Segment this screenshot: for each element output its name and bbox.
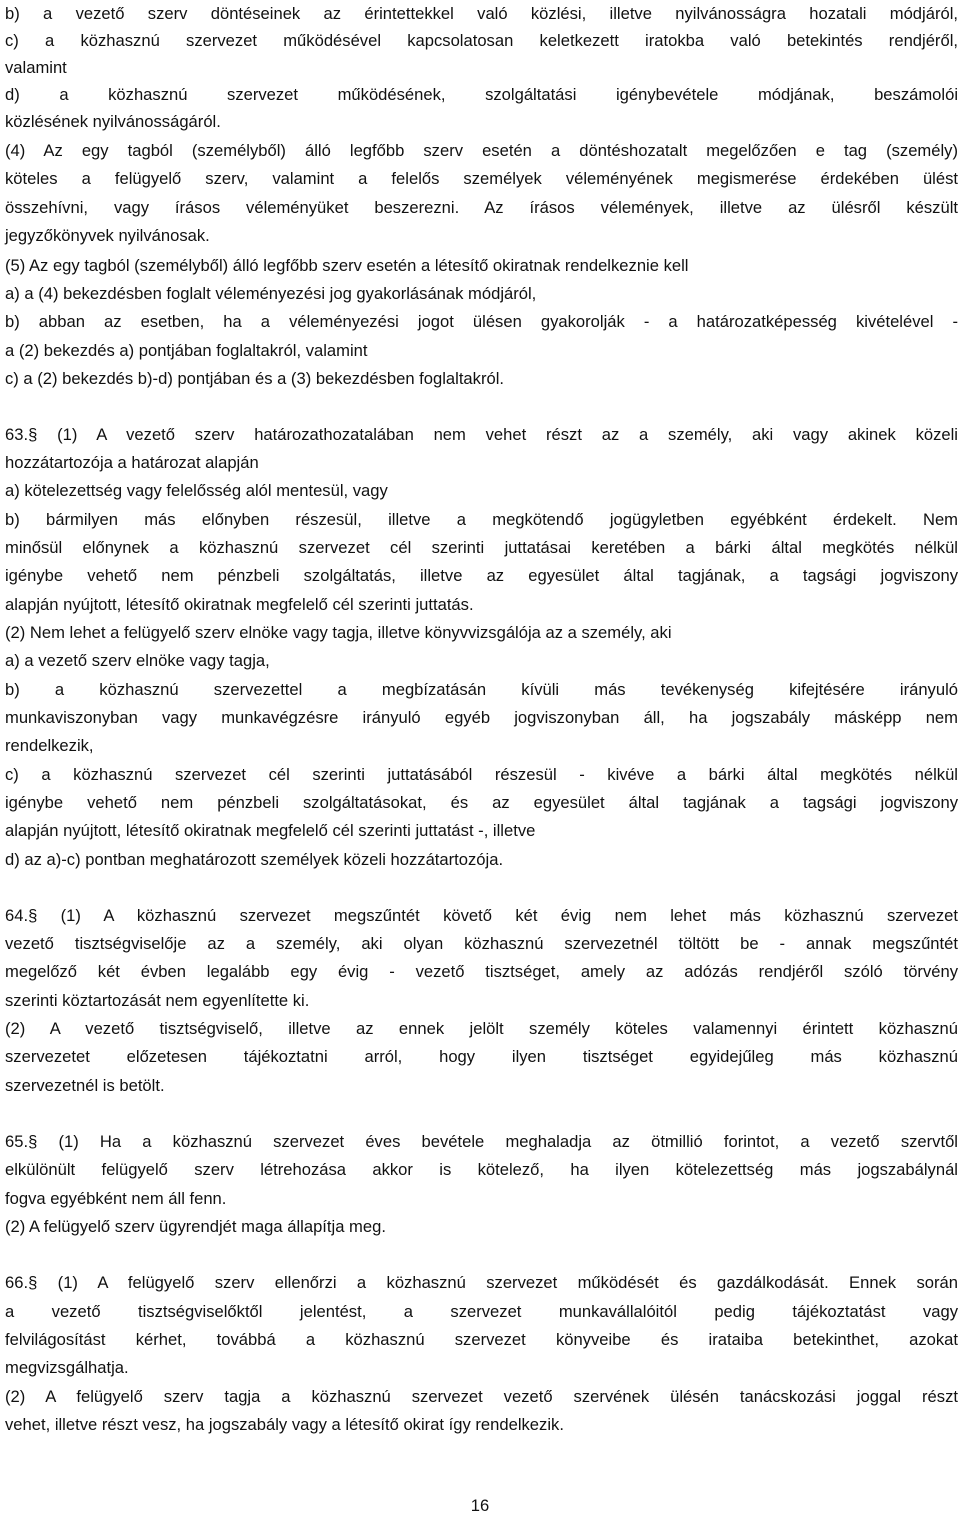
text-line: elkülönült felügyelő szerv létrehozása akkor is kötelező, ha ilyen kötelezettség más jogszabálynál xyxy=(5,1160,958,1179)
text-line: a) kötelezettség vagy felelősség alól mentesül, vagy xyxy=(5,481,388,500)
text-line: b) a közhasznú szervezettel a megbízatásán kívüli más tevékenység kifejtésére irányuló xyxy=(5,680,958,699)
text-line: jegyzőkönyvek nyilvánosak. xyxy=(5,226,210,245)
text-line: vezető tisztségviselője az a személy, aki olyan közhasznú szervezetnél töltött be - annak megszűntét xyxy=(5,934,958,953)
text-line: összehívni, vagy írásos véleményüket beszerezni. Az írásos vélemények, illetve az ülésről készült xyxy=(5,198,958,217)
text-line: megelőző két évben legalább egy évig - vezető tisztséget, amely az adózás rendjéről szóló törvény xyxy=(5,962,958,981)
text-line: megvizsgálhatja. xyxy=(5,1358,129,1377)
text-line: munkaviszonyban vagy munkavégzésre irányuló egyéb jogviszonyban áll, ha jogszabály másképp nem xyxy=(5,708,958,727)
text-line: köteles a felügyelő szerv, valamint a felelős személyek véleményének megismerése érdekében ülést xyxy=(5,169,958,188)
text-line: alapján nyújtott, létesítő okiratnak megfelelő cél szerinti juttatást -, illetve xyxy=(5,821,536,840)
text-line: (2) A felügyelő szerv ügyrendjét maga állapítja meg. xyxy=(5,1217,386,1236)
text-line: b) bármilyen más előnyben részesül, illetve a megkötendő jogügyletben egyébként érdekelt. Nem xyxy=(5,510,958,529)
text-line: vehet, illetve részt vesz, ha jogszabály vagy a létesítő okirat így rendelkezik. xyxy=(5,1415,564,1434)
text-line: rendelkezik, xyxy=(5,736,94,755)
text-line: c) a (2) bekezdés b)-d) pontjában és a (3) bekezdésben foglaltakról. xyxy=(5,369,505,388)
text-line: igénybe vehető nem pénzbeli szolgáltatásokat, és az egyesület által tagjának a tagsági jogviszony xyxy=(5,793,958,812)
text-line: a (2) bekezdés a) pontjában foglaltakról, valamint xyxy=(5,341,368,360)
section-66-heading-line: 66.§ (1) A felügyelő szerv ellenőrzi a közhasznú szervezet működését és gazdálkodását. Ennek során xyxy=(5,1273,958,1292)
text-line: d) a közhasznú szervezet működésének, szolgáltatási igénybevétele módjának, beszámolói xyxy=(5,85,958,104)
section-64-heading-line: 64.§ (1) A közhasznú szervezet megszűntét követő két évig nem lehet más közhasznú szervezet xyxy=(5,906,958,925)
text-line: minősül előnynek a közhasznú szervezet cél szerinti juttatásai keretében a bárki által megkötés nélkül xyxy=(5,538,958,557)
page-number: 16 xyxy=(470,1496,490,1515)
text-line: valamint xyxy=(5,58,67,77)
text-line: a vezető tisztségviselőktől jelentést, a szervezet munkavállalóitól pedig tájékoztatást vagy xyxy=(5,1302,958,1321)
text-line: szervezetnél is betölt. xyxy=(5,1076,165,1095)
text-line: közlésének nyilvánosságáról. xyxy=(5,112,221,131)
text-line: fogva egyébként nem áll fenn. xyxy=(5,1189,227,1208)
section-65-heading-line: 65.§ (1) Ha a közhasznú szervezet éves bevétele meghaladja az ötmillió forintot, a vezető szervtől xyxy=(5,1132,958,1151)
text-line: b) abban az esetben, ha a véleményezési jogot ülésen gyakorolják - a határozatképesség kivételével - xyxy=(5,312,958,331)
text-line: b) a vezető szerv döntéseinek az érintettekkel való közlési, illetve nyilvánosságra hozatali módjáról, xyxy=(5,4,958,23)
text-line: hozzátartozója a határozat alapján xyxy=(5,453,259,472)
text-line: c) a közhasznú szervezet cél szerinti juttatásából részesül - kivéve a bárki által megkötés nélkül xyxy=(5,765,958,784)
text-line: c) a közhasznú szervezet működésével kapcsolatosan keletkezett iratokba való betekintés rendjéről, xyxy=(5,31,958,50)
section-63-heading-line: 63.§ (1) A vezető szerv határozathozatalában nem vehet részt az a személy, aki vagy akinek közeli xyxy=(5,425,958,444)
text-line: a) a (4) bekezdésben foglalt véleményezési jog gyakorlásának módjáról, xyxy=(5,284,537,303)
text-line: szervezetet előzetesen tájékoztatni arról, hogy ilyen tisztséget egyidejűleg más közhasznú xyxy=(5,1047,958,1066)
text-line: (2) A vezető tisztségviselő, illetve az ennek jelölt személy köteles valamennyi érintett közhasznú xyxy=(5,1019,958,1038)
text-line: igénybe vehető nem pénzbeli szolgáltatás, illetve az egyesület által tagjának, a tagsági jogviszony xyxy=(5,566,958,585)
text-line: (5) Az egy tagból (személyből) álló legfőbb szerv esetén a létesítő okiratnak rendelkeznie kell xyxy=(5,256,689,275)
text-line: d) az a)-c) pontban meghatározott személyek közeli hozzátartozója. xyxy=(5,850,504,869)
text-line: (4) Az egy tagból (személyből) álló legfőbb szerv esetén a döntéshozatalt megelőzően e tag (személy) xyxy=(5,141,958,160)
text-line: szerinti köztartozását nem egyenlítette ki. xyxy=(5,991,310,1010)
text-line: (2) Nem lehet a felügyelő szerv elnöke vagy tagja, illetve könyvvizsgálója az a személy, aki xyxy=(5,623,672,642)
text-line: (2) A felügyelő szerv tagja a közhasznú szervezet vezető szervének ülésén tanácskozási joggal részt xyxy=(5,1387,958,1406)
text-line: felvilágosítást kérhet, továbbá a közhasznú szervezet könyveibe és irataiba betekinthet, azokat xyxy=(5,1330,958,1349)
text-line: a) a vezető szerv elnöke vagy tagja, xyxy=(5,651,270,670)
text-line: alapján nyújtott, létesítő okiratnak megfelelő cél szerinti juttatás. xyxy=(5,595,474,614)
